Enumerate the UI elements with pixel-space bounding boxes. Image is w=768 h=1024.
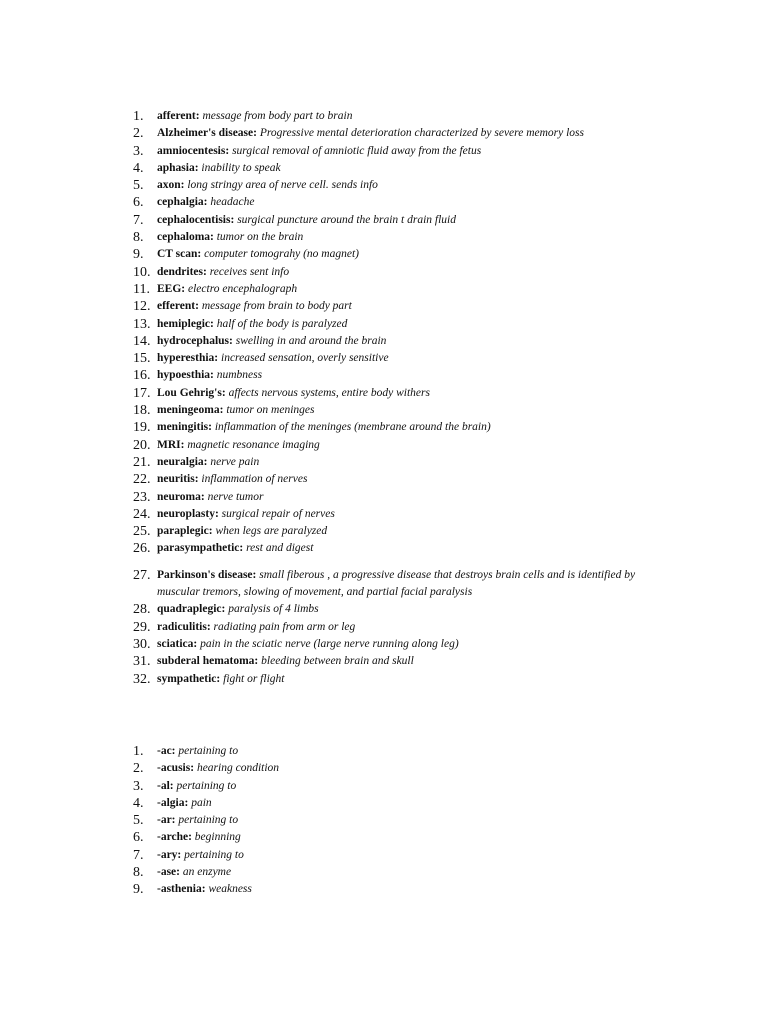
item-definition: pain in the sciatic nerve (large nerve running along leg) (200, 637, 459, 650)
list-item (0, 471, 768, 488)
item-term: -ar: (157, 814, 176, 827)
list-item (0, 653, 768, 670)
item-entry (157, 298, 637, 315)
item-number: 11. (133, 281, 150, 297)
list-item (0, 489, 768, 506)
item-definition: paralysis of 4 limbs (228, 603, 319, 616)
item-definition: pertaining to (184, 848, 244, 861)
item-number: 22. (133, 472, 151, 488)
item-term: amniocentesis: (157, 144, 230, 157)
list-item (0, 177, 768, 194)
list-item (0, 194, 768, 211)
item-term: aphasia: (157, 161, 199, 174)
item-entry (157, 229, 637, 246)
item-number: 13. (133, 316, 151, 332)
item-definition: numbness (216, 369, 263, 382)
list-item (0, 437, 768, 454)
item-term: sympathetic: (157, 672, 221, 685)
item-entry (157, 671, 637, 688)
item-definition: weakness (208, 883, 252, 896)
list-item (0, 619, 768, 636)
list-item (0, 143, 768, 160)
item-number: 32. (133, 671, 151, 687)
item-definition: increased sensation, overly sensitive (221, 352, 389, 365)
item-definition: surgical removal of amniotic fluid away from the fetus (232, 144, 482, 157)
item-entry (157, 419, 637, 436)
item-number: 9. (133, 247, 144, 263)
item-definition: radiating pain from arm or leg (213, 620, 356, 633)
item-entry (157, 540, 637, 557)
list-item (0, 601, 768, 618)
list-item (0, 760, 768, 777)
list-item (0, 812, 768, 829)
item-term: -algia: (157, 796, 189, 809)
list-item (0, 402, 768, 419)
item-entry (157, 316, 637, 333)
item-definition: beginning (194, 831, 241, 844)
item-entry (157, 471, 637, 488)
item-term: neuralgia: (157, 455, 208, 468)
item-definition: message from brain to body part (201, 300, 352, 313)
item-entry (157, 523, 637, 540)
item-term: cephalocentisis: (157, 213, 235, 226)
item-term: axon: (157, 179, 185, 192)
item-entry (157, 829, 637, 846)
item-definition: fight or flight (223, 672, 285, 685)
item-definition: headache (210, 196, 255, 209)
item-number: 7. (133, 847, 144, 863)
item-definition: tumor on the brain (216, 231, 304, 244)
list-item (0, 281, 768, 298)
list-item (0, 636, 768, 653)
item-number: 30. (133, 636, 151, 652)
item-entry (157, 760, 637, 777)
item-number: 12. (133, 299, 151, 315)
item-entry (157, 881, 637, 898)
list-item (0, 567, 768, 602)
item-term: quadraplegic: (157, 603, 226, 616)
list-item (0, 454, 768, 471)
list-item (0, 864, 768, 881)
item-number: 4. (133, 795, 144, 811)
item-definition: rest and digest (246, 542, 314, 555)
list-item (0, 795, 768, 812)
item-number: 14. (133, 333, 151, 349)
item-number: 26. (133, 541, 151, 557)
list-item (0, 108, 768, 125)
item-term: hyperesthia: (157, 352, 219, 365)
item-entry (157, 601, 637, 618)
item-term: efferent: (157, 300, 199, 313)
item-entry (157, 160, 637, 177)
item-entry (157, 212, 637, 229)
item-number: 16. (133, 368, 151, 384)
item-number: 8. (133, 230, 144, 246)
item-term: -ase: (157, 866, 180, 879)
list-item (0, 847, 768, 864)
item-entry (157, 125, 637, 142)
item-term: Lou Gehrig's: (157, 386, 226, 399)
item-term: -arche: (157, 831, 192, 844)
item-definition: surgical repair of nerves (221, 507, 335, 520)
item-definition: bleeding between brain and skull (261, 655, 414, 668)
item-term: EEG: (157, 282, 186, 295)
item-term: parasympathetic: (157, 542, 244, 555)
item-number: 31. (133, 654, 151, 670)
item-entry (157, 489, 637, 506)
list-item (0, 540, 768, 557)
item-definition: electro encephalograph (188, 282, 298, 295)
item-number: 5. (133, 178, 144, 194)
item-term: neuroplasty: (157, 507, 219, 520)
item-term: hypoesthia: (157, 369, 214, 382)
item-entry (157, 108, 637, 125)
item-number: 19. (133, 420, 151, 436)
item-entry (157, 864, 637, 881)
list-item (0, 523, 768, 540)
list-item (0, 778, 768, 795)
list-item (0, 246, 768, 263)
item-term: dendrites: (157, 265, 207, 278)
list-item (0, 298, 768, 315)
list-item (0, 160, 768, 177)
item-definition: Progressive mental deterioration characterized by severe memory loss (259, 127, 585, 140)
item-definition: long stringy area of nerve cell. sends info (187, 179, 378, 192)
item-number: 29. (133, 619, 151, 635)
item-number: 24. (133, 506, 151, 522)
item-term: radiculitis: (157, 620, 211, 633)
item-term: meningitis: (157, 421, 212, 434)
item-term: neuritis: (157, 473, 199, 486)
item-number: 1. (133, 744, 144, 759)
item-entry (157, 333, 637, 350)
terms-list (0, 108, 768, 688)
item-definition: hearing condition (196, 762, 280, 775)
list-item (0, 367, 768, 384)
item-number: 27. (133, 567, 151, 583)
item-term: MRI: (157, 438, 185, 451)
item-number: 20. (133, 437, 151, 453)
item-term: Parkinson's disease: (157, 568, 257, 581)
item-term: meningeoma: (157, 404, 224, 417)
item-number: 2. (133, 761, 144, 777)
list-item (0, 881, 768, 898)
item-definition: pertaining to (178, 745, 239, 757)
item-definition: inability to speak (201, 161, 281, 174)
list-item (0, 125, 768, 142)
item-number: 1. (133, 109, 144, 124)
item-term: hydrocephalus: (157, 334, 233, 347)
item-number: 15. (133, 351, 151, 367)
item-number: 4. (133, 160, 144, 176)
item-entry (157, 350, 637, 367)
item-definition: an enzyme (182, 866, 232, 879)
item-definition: small fiberous , a progressive disease that destroys brain cells and is identified by muscular tremors, slowing of movement, and partial facial paralysis (157, 568, 636, 599)
item-number: 25. (133, 524, 151, 540)
item-definition: magnetic resonance imaging (187, 438, 320, 451)
item-entry (157, 367, 637, 384)
item-entry (157, 778, 637, 795)
item-number: 3. (133, 143, 144, 159)
item-term: cephalgia: (157, 196, 208, 209)
item-number: 23. (133, 489, 151, 505)
item-number: 2. (133, 126, 144, 142)
list-item (0, 264, 768, 281)
item-number: 17. (133, 385, 151, 401)
item-number: 21. (133, 454, 151, 470)
item-definition: message from body part to brain (202, 110, 353, 122)
item-entry (157, 143, 637, 160)
suffixes-list (0, 743, 768, 899)
item-entry (157, 385, 637, 402)
item-definition: inflammation of the meninges (membrane around the brain) (214, 421, 491, 434)
item-entry (157, 567, 637, 602)
item-definition: nerve pain (210, 455, 260, 468)
item-number: 7. (133, 212, 144, 228)
item-definition: nerve tumor (207, 490, 264, 503)
item-entry (157, 454, 637, 471)
item-definition: computer tomograhy (no magnet) (204, 248, 359, 261)
list-item (0, 229, 768, 246)
item-entry (157, 264, 637, 281)
item-definition: when legs are paralyzed (215, 525, 328, 538)
list-item (0, 671, 768, 688)
item-definition: pain (191, 796, 212, 809)
item-term: cephaloma: (157, 231, 214, 244)
list-item (0, 333, 768, 350)
item-entry (157, 743, 637, 760)
item-number: 9. (133, 882, 144, 898)
item-term: -acusis: (157, 762, 195, 775)
item-term: afferent: (157, 110, 200, 122)
item-definition: receives sent info (209, 265, 290, 278)
list-item (0, 829, 768, 846)
item-entry (157, 812, 637, 829)
item-number: 6. (133, 830, 144, 846)
item-entry (157, 194, 637, 211)
item-definition: pertaining to (178, 814, 239, 827)
list-item (0, 506, 768, 523)
item-entry (157, 177, 637, 194)
item-definition: inflammation of nerves (201, 473, 308, 486)
list-item (0, 743, 768, 760)
item-entry (157, 437, 637, 454)
item-number: 18. (133, 403, 151, 419)
list-item (0, 350, 768, 367)
list-item (0, 316, 768, 333)
list-item (0, 419, 768, 436)
item-definition: surgical puncture around the brain t drain fluid (237, 213, 457, 226)
item-definition: tumor on meninges (226, 404, 315, 417)
item-term: paraplegic: (157, 525, 213, 538)
item-number: 10. (133, 264, 151, 280)
item-term: CT scan: (157, 248, 202, 261)
item-term: -asthenia: (157, 883, 206, 896)
item-number: 5. (133, 813, 144, 829)
item-entry (157, 619, 637, 636)
item-term: neuroma: (157, 490, 205, 503)
item-entry (157, 847, 637, 864)
item-number: 6. (133, 195, 144, 211)
list-item (0, 212, 768, 229)
item-entry (157, 795, 637, 812)
item-term: subderal hematoma: (157, 655, 259, 668)
item-number: 28. (133, 602, 151, 618)
item-definition: affects nervous systems, entire body withers (228, 386, 430, 399)
item-entry (157, 653, 637, 670)
list-item (0, 385, 768, 402)
item-entry (157, 246, 637, 263)
item-number: 3. (133, 778, 144, 794)
item-definition: pertaining to (176, 779, 237, 792)
item-term: -ac: (157, 745, 176, 757)
item-term: -ary: (157, 848, 182, 861)
item-definition: half of the body is paralyzed (216, 317, 348, 330)
item-term: hemiplegic: (157, 317, 214, 330)
item-entry (157, 636, 637, 653)
item-definition: swelling in and around the brain (235, 334, 387, 347)
item-term: sciatica: (157, 637, 198, 650)
item-entry (157, 402, 637, 419)
item-entry (157, 281, 637, 298)
item-number: 8. (133, 865, 144, 881)
item-term: Alzheimer's disease: (157, 127, 257, 140)
item-entry (157, 506, 637, 523)
item-term: -al: (157, 779, 174, 792)
